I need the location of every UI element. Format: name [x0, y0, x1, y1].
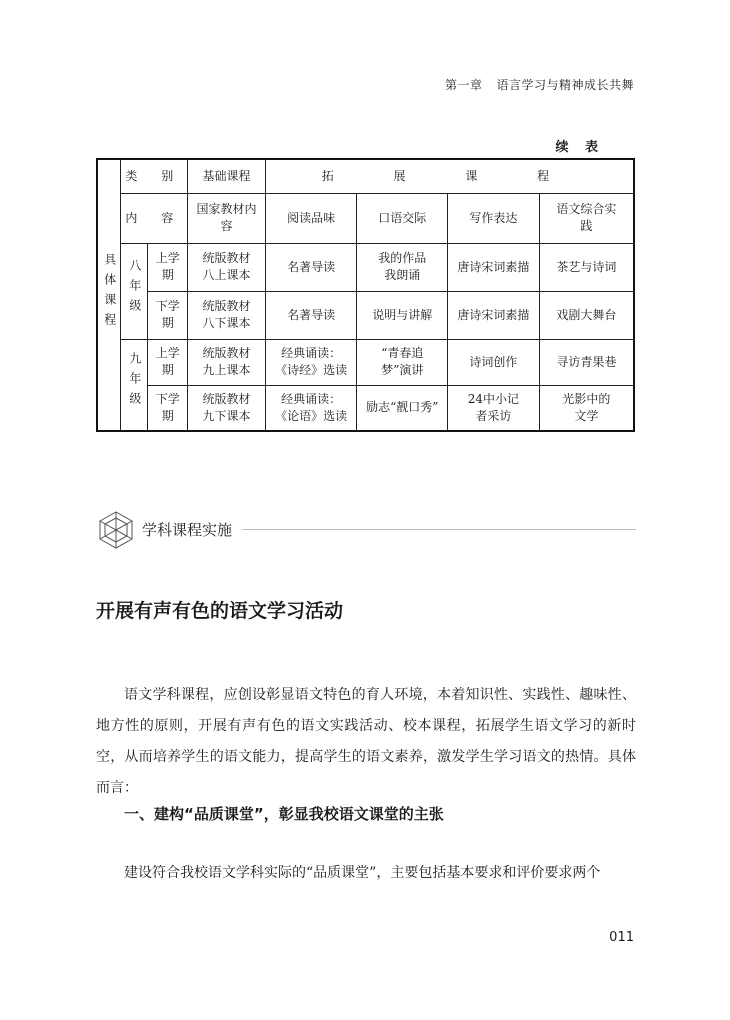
- table-cell: 统版教材八下课本: [188, 291, 266, 339]
- table-cell: “青春追梦”演讲: [357, 339, 448, 385]
- term-cell: 上学期: [148, 339, 188, 385]
- content-header: 内 容: [121, 193, 188, 243]
- table-cell: 名著导读: [265, 291, 357, 339]
- body-paragraph: 建设符合我校语文学科实际的“品质课堂”，主要包括基本要求和评价要求两个: [124, 865, 601, 881]
- sub-heading: 一、建构“品质课堂”，彰显我校语文课堂的主张: [124, 805, 444, 823]
- grade-cell: [121, 243, 148, 339]
- table-cell: 说明与讲解: [357, 291, 448, 339]
- category-header: 类 别: [121, 159, 188, 193]
- term-cell: 上学期: [148, 243, 188, 291]
- extended-course-header: 拓 展 课 程: [265, 159, 634, 193]
- grade-label: 八年级: [127, 258, 142, 319]
- chapter-number: 第一章: [444, 78, 483, 92]
- table-cell: 诗词创作: [448, 339, 540, 385]
- table-cell: 24中小记者采访: [448, 385, 540, 431]
- table-cell: 统版教材九上课本: [188, 339, 266, 385]
- table-cell: 统版教材八上课本: [188, 243, 266, 291]
- table-cell: 名著导读: [265, 243, 357, 291]
- chapter-title: 语言学习与精神成长共舞: [496, 78, 634, 92]
- body-paragraph: 语文学科课程，应创设彰显语文特色的育人环境，本着知识性、实践性、趣味性、地方性的原则，开展有声有色的语文实践活动、校本课程，拓展学生语文学习的新时空，从而培养学生的语文能力，提高学生的语文素养，激发学生学习语文的热情。具体而言：: [96, 687, 636, 796]
- running-head: [445, 76, 634, 93]
- table-cell: 唐诗宋词素描: [448, 291, 540, 339]
- table-cell: 经典诵读：《论语》选读: [265, 385, 357, 431]
- table-cell: 我的作品我朗诵: [357, 243, 448, 291]
- table-row: [97, 339, 634, 385]
- column-header: 写作表达: [448, 193, 540, 243]
- table-cell: 统版教材九下课本: [188, 385, 266, 431]
- table-cell: 茶艺与诗词: [539, 243, 634, 291]
- hexagon-icon: [96, 510, 136, 550]
- table-row: [97, 243, 634, 291]
- column-header: 国家教材内容: [188, 193, 266, 243]
- section-divider: [242, 529, 636, 530]
- table-row: [97, 385, 634, 431]
- grade-cell: [121, 339, 148, 431]
- specific-course-cell: [97, 159, 121, 431]
- section-title: 学科课程实施: [142, 521, 233, 539]
- specific-course-label: 具体课程: [102, 252, 117, 333]
- table-cell: 励志“靓口秀”: [357, 385, 448, 431]
- term-cell: 下学期: [148, 291, 188, 339]
- table-continued-label: 续 表: [555, 140, 604, 155]
- term-cell: 下学期: [148, 385, 188, 431]
- main-heading: 开展有声有色的语文学习活动: [96, 600, 344, 622]
- table-cell: 戏剧大舞台: [539, 291, 634, 339]
- grade-label: 九年级: [127, 352, 142, 413]
- table-cell: 寻访青果巷: [539, 339, 634, 385]
- table-cell: 经典诵读：《诗经》选读: [265, 339, 357, 385]
- table-cell: 光影中的文学: [539, 385, 634, 431]
- column-header: 口语交际: [357, 193, 448, 243]
- table-row: [97, 291, 634, 339]
- column-header: 阅读品味: [265, 193, 357, 243]
- page-number: 011: [609, 930, 634, 945]
- column-header: 语文综合实践: [539, 193, 634, 243]
- course-table: [96, 158, 635, 432]
- basic-course-header: 基础课程: [188, 159, 266, 193]
- section-banner: [96, 510, 636, 550]
- table-cell: 唐诗宋词素描: [448, 243, 540, 291]
